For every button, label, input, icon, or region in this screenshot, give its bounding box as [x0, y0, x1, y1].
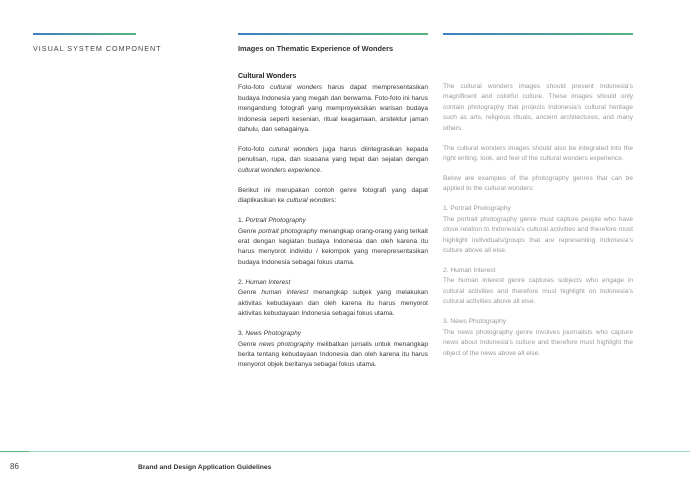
english-list-item-body: The news photography genre involves journalists who capture news about Indonesia's culture and therefore must highlight the object of the news above all else. — [443, 328, 633, 357]
footer-rule — [0, 451, 690, 452]
footer-title: Brand and Design Application Guidelines — [138, 464, 272, 471]
english-list-item-body: The portrait photography genre must capture people who have close relation to Indonesia's cultural activities and therefore must highlight individuals/groups that are representing Indonesia's culture above all else. — [443, 215, 633, 255]
indonesian-paragraph-2 — [238, 145, 428, 176]
list-item-title: Human Interest — [245, 278, 291, 286]
text-span: Genre — [238, 227, 259, 235]
text-span: menangkap subjek yang melakukan aktivitas kebudayaan dan oleh karena itu harus menyorot aktivitas kebudayaan Indonesia sebagai fokus utama. — [238, 289, 428, 318]
section-heading: Cultural Wonders — [238, 73, 297, 80]
list-number: 1. — [238, 217, 246, 225]
list-number: 3. — [238, 330, 246, 338]
indonesian-list-item-title — [238, 329, 428, 339]
section-label: VISUAL SYSTEM COMPONENT — [33, 44, 162, 53]
list-item-title: Portrait Photography — [245, 217, 306, 225]
english-list-item-title: 2. Human Interest — [443, 267, 496, 275]
indonesian-list-item-body — [238, 227, 428, 269]
top-rule-left — [33, 33, 136, 35]
emphasis-text: cultural wonders — [270, 84, 323, 92]
top-rule-right — [443, 33, 633, 35]
list-number: 2. — [238, 278, 246, 286]
text-span: . — [320, 166, 322, 174]
emphasis-text: portrait photography — [258, 227, 318, 235]
indonesian-list-item-body — [238, 340, 428, 371]
text-span: harus dapat mempresentasikan budaya Indonesia yang megah dan berwarna. Foto-foto ini harus mengandung fotografi yang memproyeksikan warisan budaya Indonesia seperti kesenian, ritual keagamaan, arsitektur jaman dahulu, dan sebagainya. — [238, 84, 428, 134]
english-paragraph-2: The cultural wonders images should also be integrated into the right writing, look, and feel of the cultural wonders experience. — [443, 144, 633, 163]
text-span: Foto-foto — [238, 146, 269, 154]
text-span: menangkap orang-orang yang terkait erat dengan kegiatan budaya Indonesia dan oleh karena itu harus menyorot individu / kelompok yang merepresentasikan budaya Indonesia sebagai fokus utama. — [238, 227, 428, 266]
text-span: melibatkan jurnalis untuk menangkap berita tentang kebudayaan Indonesia dan oleh karena itu harus menyorot objek beritanya sebagai fokus utama. — [238, 340, 428, 369]
page-title: Images on Thematic Experience of Wonders — [238, 44, 394, 53]
emphasis-text: cutural wonders — [269, 146, 319, 154]
indonesian-paragraph-3 — [238, 186, 428, 207]
english-list-item-title: 1. Portrait Photography — [443, 205, 511, 213]
english-paragraph-3: Below are examples of the photography genres that can be applied to the cultural wonders: — [443, 175, 633, 193]
emphasis-text: news photography — [259, 340, 314, 348]
english-list-item-title: 3. News Photography — [443, 318, 507, 326]
text-span: : — [334, 197, 337, 205]
english-paragraph-1: The cultural wonders images should present Indonesia's magnificent and colorful culture. These images should only contain photography that projects Indonesia's cultural heritage such as arts, religious rituals, ancient architectures, and many others. — [443, 83, 633, 132]
emphasis-text: human interest — [261, 289, 309, 297]
english-column — [443, 82, 633, 369]
page-number: 86 — [10, 462, 19, 471]
list-item-title: News Photography — [245, 330, 302, 338]
text-span: Genre — [238, 340, 260, 348]
text-span: Genre — [238, 289, 262, 297]
english-list-item-body: The human interest genre captures subjects who engage in cultural activities and therefore must highlight on Indonesia's cultural activities above all else. — [443, 277, 633, 306]
text-span: Berikut ini merupakan contoh genre fotografi yang dapat diaplikasikan ke — [238, 186, 428, 205]
text-span: Foto-foto — [238, 84, 271, 92]
indonesian-list-item-title — [238, 278, 428, 288]
indonesian-column — [238, 72, 428, 380]
indonesian-list-item-body — [238, 288, 428, 319]
top-rule-middle — [238, 33, 428, 35]
emphasis-text: cultural wonders experience — [238, 166, 321, 174]
emphasis-text: cultural wonders — [286, 197, 335, 205]
indonesian-paragraph-1 — [238, 83, 428, 135]
indonesian-list-item-title — [238, 216, 428, 226]
text-span: juga harus diintegrasikan kepada penulisan, rupa, dan suasana yang tepat dan sejalan dengan — [238, 146, 429, 164]
